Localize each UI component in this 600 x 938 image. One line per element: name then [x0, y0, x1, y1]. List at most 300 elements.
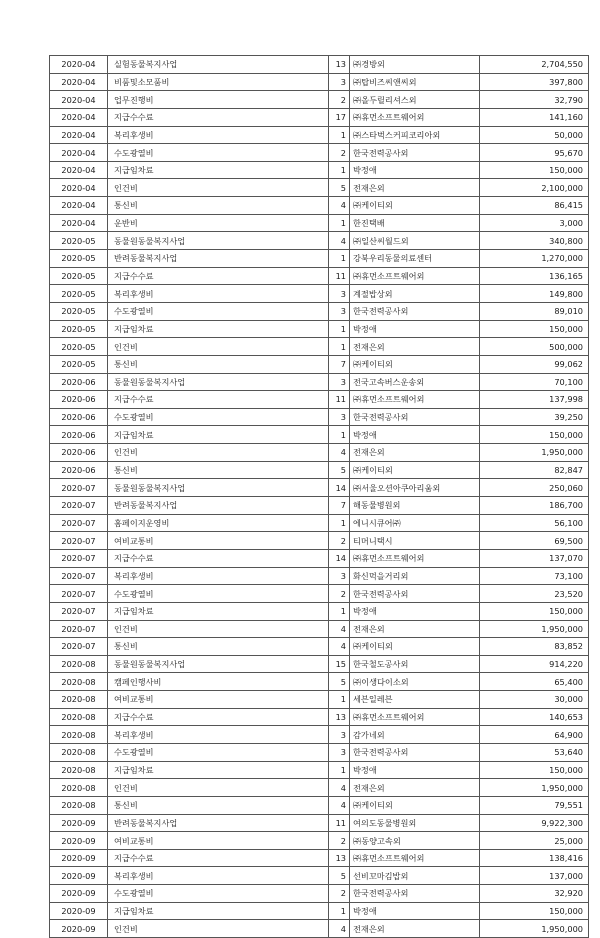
category-cell: 복리후생비: [108, 867, 329, 885]
count-cell: 5: [329, 673, 350, 691]
category-cell: 지급수수료: [108, 108, 329, 126]
vendor-cell: 전재은외: [350, 620, 480, 638]
category-cell: 인건비: [108, 920, 329, 938]
month-cell: 2020-09: [50, 902, 108, 920]
month-cell: 2020-05: [50, 320, 108, 338]
vendor-cell: 한국전력공사외: [350, 144, 480, 162]
amount-cell: 95,670: [480, 144, 589, 162]
count-cell: 13: [329, 708, 350, 726]
amount-cell: 69,500: [480, 532, 589, 550]
count-cell: 2: [329, 91, 350, 109]
amount-cell: 32,790: [480, 91, 589, 109]
category-cell: 지급임차료: [108, 902, 329, 920]
amount-cell: 73,100: [480, 567, 589, 585]
category-cell: 수도광열비: [108, 144, 329, 162]
category-cell: 여비교통비: [108, 691, 329, 709]
vendor-cell: 전재은외: [350, 444, 480, 462]
ledger-row: [50, 444, 589, 462]
count-cell: 13: [329, 849, 350, 867]
category-cell: 동물원동물복지사업: [108, 373, 329, 391]
count-cell: 1: [329, 250, 350, 268]
count-cell: 13: [329, 56, 350, 74]
count-cell: 3: [329, 285, 350, 303]
vendor-cell: 한국전력공사외: [350, 885, 480, 903]
count-cell: 14: [329, 479, 350, 497]
count-cell: 4: [329, 638, 350, 656]
vendor-cell: ㈜탑비즈씨앤씨외: [350, 73, 480, 91]
category-cell: 통신비: [108, 796, 329, 814]
category-cell: 복리후생비: [108, 126, 329, 144]
count-cell: 15: [329, 655, 350, 673]
vendor-cell: ㈜케이티외: [350, 355, 480, 373]
vendor-cell: ㈜휴먼소프트웨어외: [350, 708, 480, 726]
category-cell: 실험동물복지사업: [108, 56, 329, 74]
category-cell: 수도광열비: [108, 302, 329, 320]
ledger-row: [50, 197, 589, 215]
ledger-row: [50, 108, 589, 126]
month-cell: 2020-04: [50, 144, 108, 162]
month-cell: 2020-07: [50, 620, 108, 638]
vendor-cell: 박정애: [350, 902, 480, 920]
month-cell: 2020-04: [50, 91, 108, 109]
month-cell: 2020-05: [50, 355, 108, 373]
vendor-cell: ㈜스타벅스커피코리아외: [350, 126, 480, 144]
vendor-cell: 전재은외: [350, 338, 480, 356]
ledger-row: [50, 638, 589, 656]
month-cell: 2020-07: [50, 638, 108, 656]
category-cell: 동물원동물복지사업: [108, 655, 329, 673]
vendor-cell: 박정애: [350, 320, 480, 338]
category-cell: 수도광열비: [108, 885, 329, 903]
month-cell: 2020-07: [50, 549, 108, 567]
vendor-cell: ㈜케이티외: [350, 796, 480, 814]
amount-cell: 150,000: [480, 320, 589, 338]
category-cell: 지급임차료: [108, 761, 329, 779]
month-cell: 2020-04: [50, 108, 108, 126]
vendor-cell: 한진택배: [350, 214, 480, 232]
category-cell: 반려동물복지사업: [108, 497, 329, 515]
month-cell: 2020-09: [50, 920, 108, 938]
amount-cell: 79,551: [480, 796, 589, 814]
amount-cell: 186,700: [480, 497, 589, 515]
vendor-cell: ㈜서울오션아쿠아리움외: [350, 479, 480, 497]
count-cell: 3: [329, 743, 350, 761]
category-cell: 복리후생비: [108, 285, 329, 303]
ledger-row: [50, 144, 589, 162]
ledger-row: [50, 814, 589, 832]
amount-cell: 141,160: [480, 108, 589, 126]
count-cell: 1: [329, 320, 350, 338]
category-cell: 반려동물복지사업: [108, 250, 329, 268]
amount-cell: 2,100,000: [480, 179, 589, 197]
count-cell: 3: [329, 726, 350, 744]
month-cell: 2020-09: [50, 885, 108, 903]
ledger-row: [50, 885, 589, 903]
amount-cell: 397,800: [480, 73, 589, 91]
month-cell: 2020-08: [50, 726, 108, 744]
ledger-row: [50, 902, 589, 920]
vendor-cell: 전재은외: [350, 179, 480, 197]
category-cell: 여비교통비: [108, 532, 329, 550]
ledger-row: [50, 161, 589, 179]
amount-cell: 83,852: [480, 638, 589, 656]
vendor-cell: ㈜케이티외: [350, 197, 480, 215]
ledger-row: [50, 461, 589, 479]
amount-cell: 1,950,000: [480, 779, 589, 797]
category-cell: 복리후생비: [108, 726, 329, 744]
ledger-row: [50, 567, 589, 585]
ledger-row: [50, 514, 589, 532]
vendor-cell: ㈜휴먼소프트웨어외: [350, 549, 480, 567]
ledger-row: [50, 232, 589, 250]
amount-cell: 56,100: [480, 514, 589, 532]
amount-cell: 137,070: [480, 549, 589, 567]
ledger-row: [50, 426, 589, 444]
category-cell: 수도광열비: [108, 408, 329, 426]
count-cell: 5: [329, 461, 350, 479]
ledger-row: [50, 532, 589, 550]
vendor-cell: 전국고속버스운송외: [350, 373, 480, 391]
ledger-row: [50, 250, 589, 268]
category-cell: 인건비: [108, 179, 329, 197]
amount-cell: 150,000: [480, 161, 589, 179]
vendor-cell: 한국전력공사외: [350, 743, 480, 761]
month-cell: 2020-08: [50, 761, 108, 779]
ledger-row: [50, 338, 589, 356]
category-cell: 지급임차료: [108, 426, 329, 444]
amount-cell: 140,653: [480, 708, 589, 726]
count-cell: 7: [329, 355, 350, 373]
count-cell: 2: [329, 885, 350, 903]
ledger-row: [50, 179, 589, 197]
amount-cell: 70,100: [480, 373, 589, 391]
category-cell: 업무진행비: [108, 91, 329, 109]
amount-cell: 136,165: [480, 267, 589, 285]
category-cell: 인건비: [108, 444, 329, 462]
category-cell: 동물원동물복지사업: [108, 479, 329, 497]
vendor-cell: 계절밥상외: [350, 285, 480, 303]
month-cell: 2020-05: [50, 338, 108, 356]
vendor-cell: 전재은외: [350, 779, 480, 797]
amount-cell: 25,000: [480, 832, 589, 850]
count-cell: 11: [329, 267, 350, 285]
count-cell: 4: [329, 796, 350, 814]
amount-cell: 137,000: [480, 867, 589, 885]
category-cell: 통신비: [108, 638, 329, 656]
count-cell: 1: [329, 161, 350, 179]
ledger-row: [50, 832, 589, 850]
ledger-row: [50, 585, 589, 603]
ledger-row: [50, 56, 589, 74]
month-cell: 2020-06: [50, 426, 108, 444]
month-cell: 2020-06: [50, 461, 108, 479]
count-cell: 4: [329, 779, 350, 797]
ledger-row: [50, 479, 589, 497]
ledger-body: [50, 56, 589, 938]
vendor-cell: 에니시큐어㈜: [350, 514, 480, 532]
amount-cell: 82,847: [480, 461, 589, 479]
count-cell: 3: [329, 302, 350, 320]
amount-cell: 1,950,000: [480, 620, 589, 638]
category-cell: 지급수수료: [108, 391, 329, 409]
ledger-row: [50, 214, 589, 232]
count-cell: 1: [329, 126, 350, 144]
month-cell: 2020-08: [50, 673, 108, 691]
amount-cell: 23,520: [480, 585, 589, 603]
vendor-cell: 한국전력공사외: [350, 585, 480, 603]
count-cell: 3: [329, 567, 350, 585]
ledger-row: [50, 126, 589, 144]
amount-cell: 53,640: [480, 743, 589, 761]
ledger-row: [50, 73, 589, 91]
month-cell: 2020-08: [50, 779, 108, 797]
month-cell: 2020-06: [50, 373, 108, 391]
ledger-row: [50, 920, 589, 938]
month-cell: 2020-08: [50, 743, 108, 761]
month-cell: 2020-04: [50, 126, 108, 144]
ledger-row: [50, 779, 589, 797]
month-cell: 2020-07: [50, 567, 108, 585]
vendor-cell: ㈜휴먼소프트웨어외: [350, 108, 480, 126]
ledger-row: [50, 355, 589, 373]
ledger-row: [50, 761, 589, 779]
amount-cell: 89,010: [480, 302, 589, 320]
month-cell: 2020-05: [50, 302, 108, 320]
amount-cell: 149,800: [480, 285, 589, 303]
month-cell: 2020-07: [50, 585, 108, 603]
month-cell: 2020-09: [50, 849, 108, 867]
category-cell: 지급임차료: [108, 602, 329, 620]
count-cell: 11: [329, 391, 350, 409]
count-cell: 11: [329, 814, 350, 832]
vendor-cell: ㈜동양고속외: [350, 832, 480, 850]
ledger-row: [50, 285, 589, 303]
ledger-row: [50, 743, 589, 761]
vendor-cell: 전재은외: [350, 920, 480, 938]
count-cell: 1: [329, 214, 350, 232]
ledger-row: [50, 497, 589, 515]
category-cell: 복리후생비: [108, 567, 329, 585]
amount-cell: 86,415: [480, 197, 589, 215]
amount-cell: 1,270,000: [480, 250, 589, 268]
count-cell: 2: [329, 832, 350, 850]
category-cell: 반려동물복지사업: [108, 814, 329, 832]
ledger-row: [50, 849, 589, 867]
amount-cell: 99,062: [480, 355, 589, 373]
count-cell: 1: [329, 691, 350, 709]
vendor-cell: 강북우리동물의료센터: [350, 250, 480, 268]
count-cell: 4: [329, 197, 350, 215]
amount-cell: 150,000: [480, 761, 589, 779]
vendor-cell: 여의도동물병원외: [350, 814, 480, 832]
ledger-row: [50, 267, 589, 285]
vendor-cell: 화신먹을거리외: [350, 567, 480, 585]
amount-cell: 30,000: [480, 691, 589, 709]
amount-cell: 150,000: [480, 602, 589, 620]
ledger-row: [50, 302, 589, 320]
count-cell: 4: [329, 444, 350, 462]
category-cell: 지급수수료: [108, 849, 329, 867]
month-cell: 2020-05: [50, 232, 108, 250]
category-cell: 지급임차료: [108, 320, 329, 338]
month-cell: 2020-09: [50, 832, 108, 850]
vendor-cell: 한국전력공사외: [350, 302, 480, 320]
month-cell: 2020-04: [50, 161, 108, 179]
amount-cell: 150,000: [480, 902, 589, 920]
ledger-row: [50, 726, 589, 744]
category-cell: 여비교통비: [108, 832, 329, 850]
month-cell: 2020-06: [50, 391, 108, 409]
category-cell: 인건비: [108, 620, 329, 638]
category-cell: 수도광열비: [108, 585, 329, 603]
vendor-cell: 한국철도공사외: [350, 655, 480, 673]
count-cell: 1: [329, 514, 350, 532]
amount-cell: 138,416: [480, 849, 589, 867]
count-cell: 2: [329, 532, 350, 550]
category-cell: 지급수수료: [108, 708, 329, 726]
ledger-row: [50, 549, 589, 567]
category-cell: 동물원동물복지사업: [108, 232, 329, 250]
amount-cell: 1,950,000: [480, 444, 589, 462]
month-cell: 2020-07: [50, 479, 108, 497]
vendor-cell: 박정애: [350, 426, 480, 444]
month-cell: 2020-04: [50, 56, 108, 74]
count-cell: 4: [329, 620, 350, 638]
month-cell: 2020-08: [50, 708, 108, 726]
count-cell: 4: [329, 920, 350, 938]
vendor-cell: 티머니택시: [350, 532, 480, 550]
ledger-row: [50, 620, 589, 638]
month-cell: 2020-07: [50, 532, 108, 550]
ledger-row: [50, 708, 589, 726]
category-cell: 통신비: [108, 197, 329, 215]
month-cell: 2020-04: [50, 73, 108, 91]
month-cell: 2020-08: [50, 655, 108, 673]
vendor-cell: ㈜휴먼소프트웨어외: [350, 267, 480, 285]
amount-cell: 340,800: [480, 232, 589, 250]
vendor-cell: 한국전력공사외: [350, 408, 480, 426]
month-cell: 2020-04: [50, 197, 108, 215]
amount-cell: 3,000: [480, 214, 589, 232]
amount-cell: 250,060: [480, 479, 589, 497]
month-cell: 2020-05: [50, 285, 108, 303]
ledger-row: [50, 867, 589, 885]
vendor-cell: 해동물병원외: [350, 497, 480, 515]
ledger-row: [50, 691, 589, 709]
count-cell: 3: [329, 408, 350, 426]
vendor-cell: ㈜케이티외: [350, 638, 480, 656]
category-cell: 지급임차료: [108, 161, 329, 179]
count-cell: 4: [329, 232, 350, 250]
month-cell: 2020-09: [50, 814, 108, 832]
amount-cell: 914,220: [480, 655, 589, 673]
month-cell: 2020-07: [50, 602, 108, 620]
category-cell: 운반비: [108, 214, 329, 232]
category-cell: 지급수수료: [108, 549, 329, 567]
vendor-cell: ㈜경방외: [350, 56, 480, 74]
vendor-cell: 선비꼬마김밥외: [350, 867, 480, 885]
vendor-cell: ㈜일산씨월드외: [350, 232, 480, 250]
category-cell: 비품및소모품비: [108, 73, 329, 91]
ledger-row: [50, 373, 589, 391]
amount-cell: 137,998: [480, 391, 589, 409]
ledger-row: [50, 796, 589, 814]
month-cell: 2020-09: [50, 867, 108, 885]
month-cell: 2020-04: [50, 179, 108, 197]
category-cell: 인건비: [108, 338, 329, 356]
vendor-cell: ㈜이생다이소외: [350, 673, 480, 691]
vendor-cell: ㈜케이티외: [350, 461, 480, 479]
month-cell: 2020-07: [50, 514, 108, 532]
vendor-cell: ㈜올두릴리셔스외: [350, 91, 480, 109]
count-cell: 17: [329, 108, 350, 126]
amount-cell: 9,922,300: [480, 814, 589, 832]
amount-cell: 150,000: [480, 426, 589, 444]
category-cell: 통신비: [108, 461, 329, 479]
count-cell: 3: [329, 373, 350, 391]
category-cell: 지급수수료: [108, 267, 329, 285]
month-cell: 2020-06: [50, 408, 108, 426]
category-cell: 홈페이지운영비: [108, 514, 329, 532]
count-cell: 1: [329, 426, 350, 444]
count-cell: 2: [329, 144, 350, 162]
amount-cell: 50,000: [480, 126, 589, 144]
vendor-cell: ㈜휴먼소프트웨어외: [350, 391, 480, 409]
category-cell: 인건비: [108, 779, 329, 797]
vendor-cell: 세븐일레븐: [350, 691, 480, 709]
category-cell: 수도광열비: [108, 743, 329, 761]
amount-cell: 32,920: [480, 885, 589, 903]
vendor-cell: 박정애: [350, 602, 480, 620]
ledger-row: [50, 673, 589, 691]
count-cell: 1: [329, 902, 350, 920]
ledger-row: [50, 602, 589, 620]
expense-ledger-table: [49, 55, 589, 938]
amount-cell: 2,704,550: [480, 56, 589, 74]
count-cell: 7: [329, 497, 350, 515]
ledger-row: [50, 320, 589, 338]
month-cell: 2020-04: [50, 214, 108, 232]
vendor-cell: 박정애: [350, 761, 480, 779]
amount-cell: 39,250: [480, 408, 589, 426]
month-cell: 2020-05: [50, 250, 108, 268]
ledger-row: [50, 408, 589, 426]
count-cell: 14: [329, 549, 350, 567]
category-cell: 통신비: [108, 355, 329, 373]
count-cell: 1: [329, 602, 350, 620]
month-cell: 2020-05: [50, 267, 108, 285]
count-cell: 5: [329, 179, 350, 197]
category-cell: 캠페인행사비: [108, 673, 329, 691]
vendor-cell: 감가네외: [350, 726, 480, 744]
count-cell: 1: [329, 338, 350, 356]
count-cell: 2: [329, 585, 350, 603]
month-cell: 2020-06: [50, 444, 108, 462]
month-cell: 2020-08: [50, 691, 108, 709]
vendor-cell: 박정애: [350, 161, 480, 179]
count-cell: 5: [329, 867, 350, 885]
amount-cell: 65,400: [480, 673, 589, 691]
month-cell: 2020-07: [50, 497, 108, 515]
ledger-row: [50, 655, 589, 673]
month-cell: 2020-08: [50, 796, 108, 814]
ledger-row: [50, 91, 589, 109]
ledger-row: [50, 391, 589, 409]
amount-cell: 500,000: [480, 338, 589, 356]
amount-cell: 1,950,000: [480, 920, 589, 938]
vendor-cell: ㈜휴먼소프트웨어외: [350, 849, 480, 867]
amount-cell: 64,900: [480, 726, 589, 744]
